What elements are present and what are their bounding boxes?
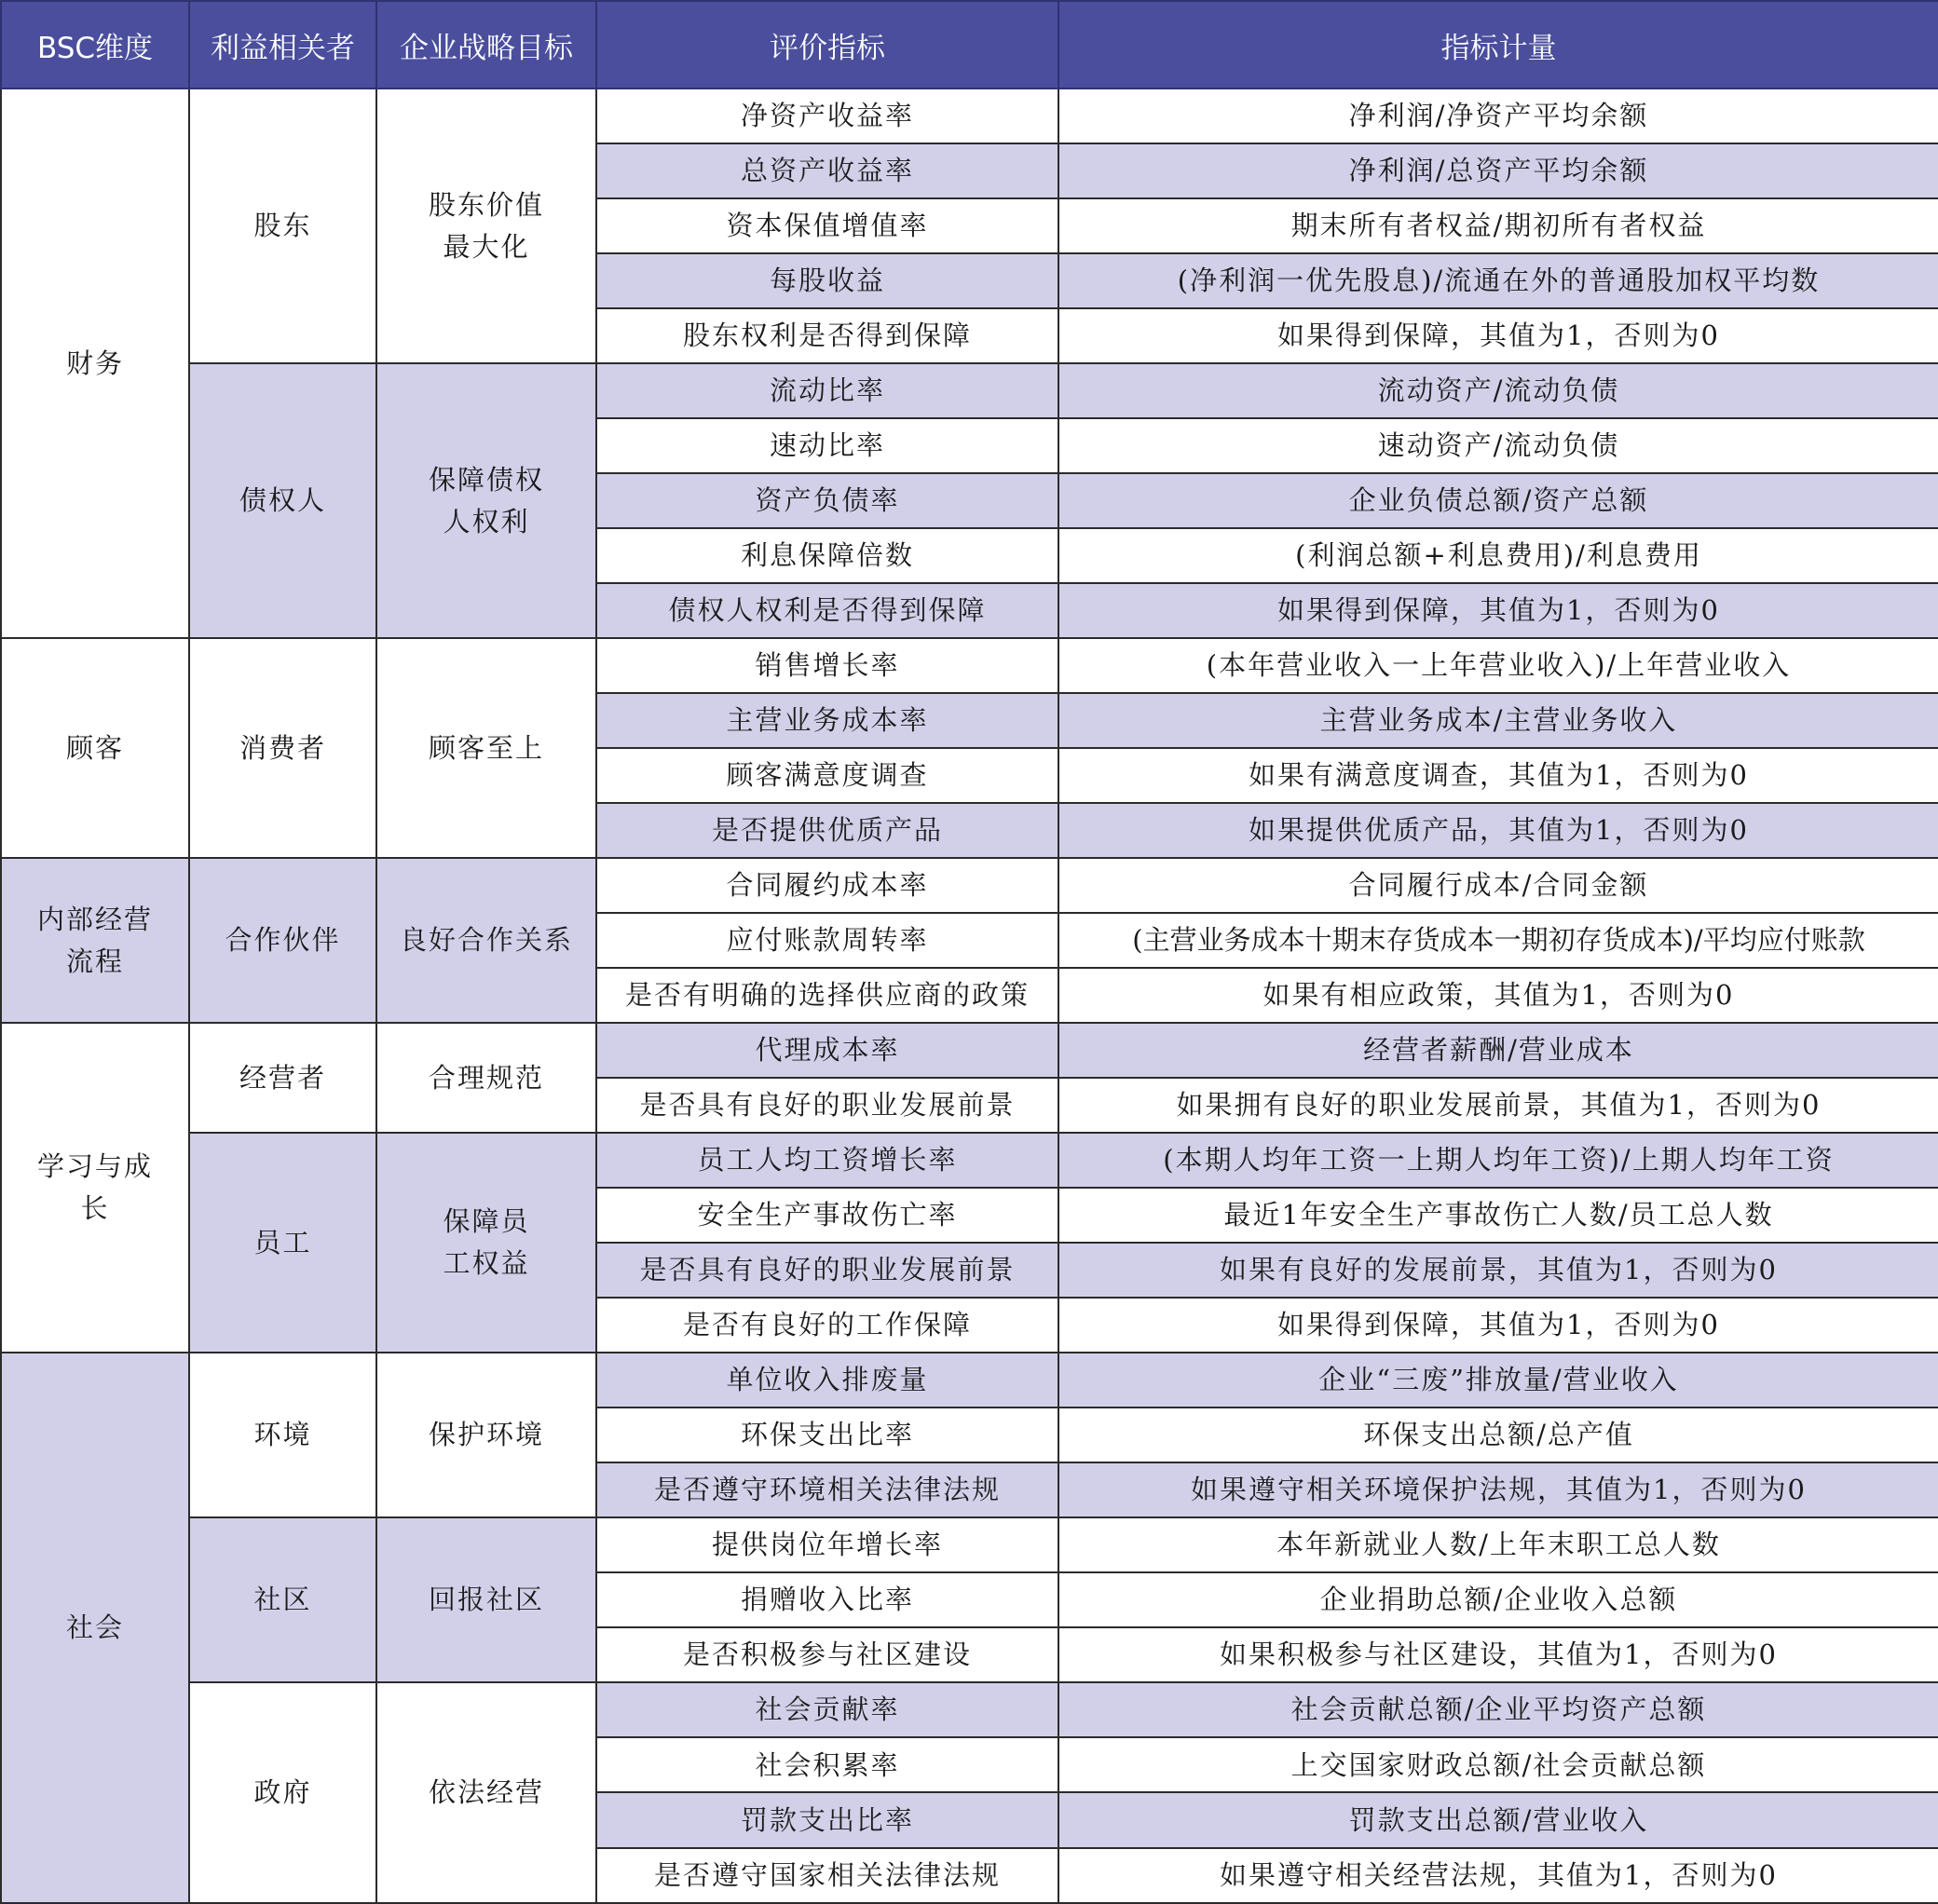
stakeholder-cell: 消费者	[189, 638, 376, 858]
bsc-dimension-cell: 顾客	[1, 638, 189, 858]
indicator-cell: 每股收益	[596, 253, 1058, 308]
indicator-cell: 捐赠收入比率	[596, 1572, 1058, 1627]
measurement-cell: 如果遵守相关环境保护法规，其值为1，否则为0	[1058, 1462, 1938, 1517]
indicator-cell: 社会积累率	[596, 1737, 1058, 1792]
table-row	[1, 88, 1938, 143]
table-row	[1, 858, 1938, 913]
indicator-cell: 资产负债率	[596, 473, 1058, 528]
table-row	[1, 363, 1938, 418]
indicator-cell: 主营业务成本率	[596, 693, 1058, 748]
strategic-goal-cell: 依法经营	[376, 1682, 596, 1903]
measurement-cell: 如果有良好的发展前景，其值为1，否则为0	[1058, 1243, 1938, 1298]
stakeholder-cell: 政府	[189, 1682, 376, 1903]
stakeholder-cell: 股东	[189, 88, 376, 363]
table-row	[1, 1517, 1938, 1572]
header-bsc-dimension: BSC维度	[1, 1, 189, 88]
measurement-cell: 本年新就业人数/上年末职工总人数	[1058, 1517, 1938, 1572]
indicator-cell: 是否有明确的选择供应商的政策	[596, 968, 1058, 1023]
indicator-cell: 代理成本率	[596, 1023, 1058, 1078]
measurement-cell: 经营者薪酬/营业成本	[1058, 1023, 1938, 1078]
measurement-cell: 如果积极参与社区建设，其值为1，否则为0	[1058, 1627, 1938, 1682]
strategic-goal-cell: 保护环境	[376, 1353, 596, 1517]
measurement-cell: 如果拥有良好的职业发展前景，其值为1，否则为0	[1058, 1078, 1938, 1133]
measurement-cell: 如果得到保障，其值为1，否则为0	[1058, 583, 1938, 638]
indicator-cell: 是否具有良好的职业发展前景	[596, 1078, 1058, 1133]
header-indicator: 评价指标	[596, 1, 1058, 88]
indicator-cell: 环保支出比率	[596, 1408, 1058, 1462]
table-body	[1, 88, 1938, 1903]
strategic-goal-cell: 保障债权人权利	[376, 363, 596, 638]
stakeholder-cell: 环境	[189, 1353, 376, 1517]
strategic-goal-cell: 股东价值最大化	[376, 88, 596, 363]
measurement-cell: 期末所有者权益/期初所有者权益	[1058, 198, 1938, 253]
measurement-cell: (利润总额+利息费用)/利息费用	[1058, 528, 1938, 583]
measurement-cell: 速动资产/流动负债	[1058, 418, 1938, 473]
strategic-goal-cell: 保障员工权益	[376, 1133, 596, 1353]
stakeholder-cell: 债权人	[189, 363, 376, 638]
indicator-cell: 流动比率	[596, 363, 1058, 418]
indicator-cell: 资本保值增值率	[596, 198, 1058, 253]
measurement-cell: 最近1年安全生产事故伤亡人数/员工总人数	[1058, 1188, 1938, 1243]
stakeholder-cell: 员工	[189, 1133, 376, 1353]
table-row	[1, 1353, 1938, 1408]
indicator-cell: 合同履约成本率	[596, 858, 1058, 913]
measurement-cell: 如果得到保障，其值为1，否则为0	[1058, 308, 1938, 363]
header-strategic-goal: 企业战略目标	[376, 1, 596, 88]
measurement-cell: 企业负债总额/资产总额	[1058, 473, 1938, 528]
indicator-cell: 单位收入排废量	[596, 1353, 1058, 1408]
bsc-dimension-cell: 社会	[1, 1353, 189, 1903]
measurement-cell: (主营业务成本十期末存货成本一期初存货成本)/平均应付账款	[1058, 913, 1938, 968]
strategic-goal-cell: 顾客至上	[376, 638, 596, 858]
table-row	[1, 638, 1938, 693]
measurement-cell: 企业捐助总额/企业收入总额	[1058, 1572, 1938, 1627]
strategic-goal-cell: 合理规范	[376, 1023, 596, 1133]
measurement-cell: 如果提供优质产品，其值为1，否则为0	[1058, 803, 1938, 858]
measurement-cell: 罚款支出总额/营业收入	[1058, 1792, 1938, 1847]
measurement-cell: 上交国家财政总额/社会贡献总额	[1058, 1737, 1938, 1792]
measurement-cell: 社会贡献总额/企业平均资产总额	[1058, 1682, 1938, 1737]
bsc-dimension-cell: 内部经营流程	[1, 858, 189, 1023]
header-stakeholder: 利益相关者	[189, 1, 376, 88]
measurement-cell: 主营业务成本/主营业务收入	[1058, 693, 1938, 748]
indicator-cell: 净资产收益率	[596, 88, 1058, 143]
indicator-cell: 顾客满意度调查	[596, 748, 1058, 803]
indicator-cell: 是否有良好的工作保障	[596, 1298, 1058, 1353]
table-row	[1, 1133, 1938, 1188]
measurement-cell: 流动资产/流动负债	[1058, 363, 1938, 418]
stakeholder-cell: 合作伙伴	[189, 858, 376, 1023]
table-row	[1, 1682, 1938, 1737]
indicator-cell: 债权人权利是否得到保障	[596, 583, 1058, 638]
bsc-dimension-cell: 财务	[1, 88, 189, 638]
measurement-cell: 环保支出总额/总产值	[1058, 1408, 1938, 1462]
indicator-cell: 股东权利是否得到保障	[596, 308, 1058, 363]
indicator-cell: 是否提供优质产品	[596, 803, 1058, 858]
measurement-cell: 如果得到保障，其值为1，否则为0	[1058, 1298, 1938, 1353]
measurement-cell: (本期人均年工资一上期人均年工资)/上期人均年工资	[1058, 1133, 1938, 1188]
indicator-cell: 是否具有良好的职业发展前景	[596, 1243, 1058, 1298]
indicator-cell: 是否遵守国家相关法律法规	[596, 1848, 1058, 1904]
measurement-cell: 如果有满意度调查，其值为1，否则为0	[1058, 748, 1938, 803]
header-measurement: 指标计量	[1058, 1, 1938, 88]
measurement-cell: 净利润/净资产平均余额	[1058, 88, 1938, 143]
indicator-cell: 销售增长率	[596, 638, 1058, 693]
indicator-cell: 罚款支出比率	[596, 1792, 1058, 1847]
measurement-cell: 企业“三废”排放量/营业收入	[1058, 1353, 1938, 1408]
measurement-cell: (本年营业收入一上年营业收入)/上年营业收入	[1058, 638, 1938, 693]
indicator-cell: 员工人均工资增长率	[596, 1133, 1058, 1188]
indicator-cell: 是否积极参与社区建设	[596, 1627, 1058, 1682]
measurement-cell: 如果有相应政策，其值为1，否则为0	[1058, 968, 1938, 1023]
header-row	[1, 1, 1938, 88]
indicator-cell: 是否遵守环境相关法律法规	[596, 1462, 1058, 1517]
measurement-cell: 合同履行成本/合同金额	[1058, 858, 1938, 913]
indicator-cell: 应付账款周转率	[596, 913, 1058, 968]
measurement-cell: 如果遵守相关经营法规，其值为1，否则为0	[1058, 1848, 1938, 1904]
measurement-cell: 净利润/总资产平均余额	[1058, 143, 1938, 198]
indicator-cell: 总资产收益率	[596, 143, 1058, 198]
indicator-cell: 速动比率	[596, 418, 1058, 473]
strategic-goal-cell: 良好合作关系	[376, 858, 596, 1023]
indicator-cell: 安全生产事故伤亡率	[596, 1188, 1058, 1243]
indicator-cell: 社会贡献率	[596, 1682, 1058, 1737]
indicator-cell: 利息保障倍数	[596, 528, 1058, 583]
stakeholder-cell: 经营者	[189, 1023, 376, 1133]
strategic-goal-cell: 回报社区	[376, 1517, 596, 1682]
measurement-cell: (净利润一优先股息)/流通在外的普通股加权平均数	[1058, 253, 1938, 308]
bsc-dimension-cell: 学习与成长	[1, 1023, 189, 1353]
indicator-cell: 提供岗位年增长率	[596, 1517, 1058, 1572]
table-row	[1, 1023, 1938, 1078]
stakeholder-cell: 社区	[189, 1517, 376, 1682]
